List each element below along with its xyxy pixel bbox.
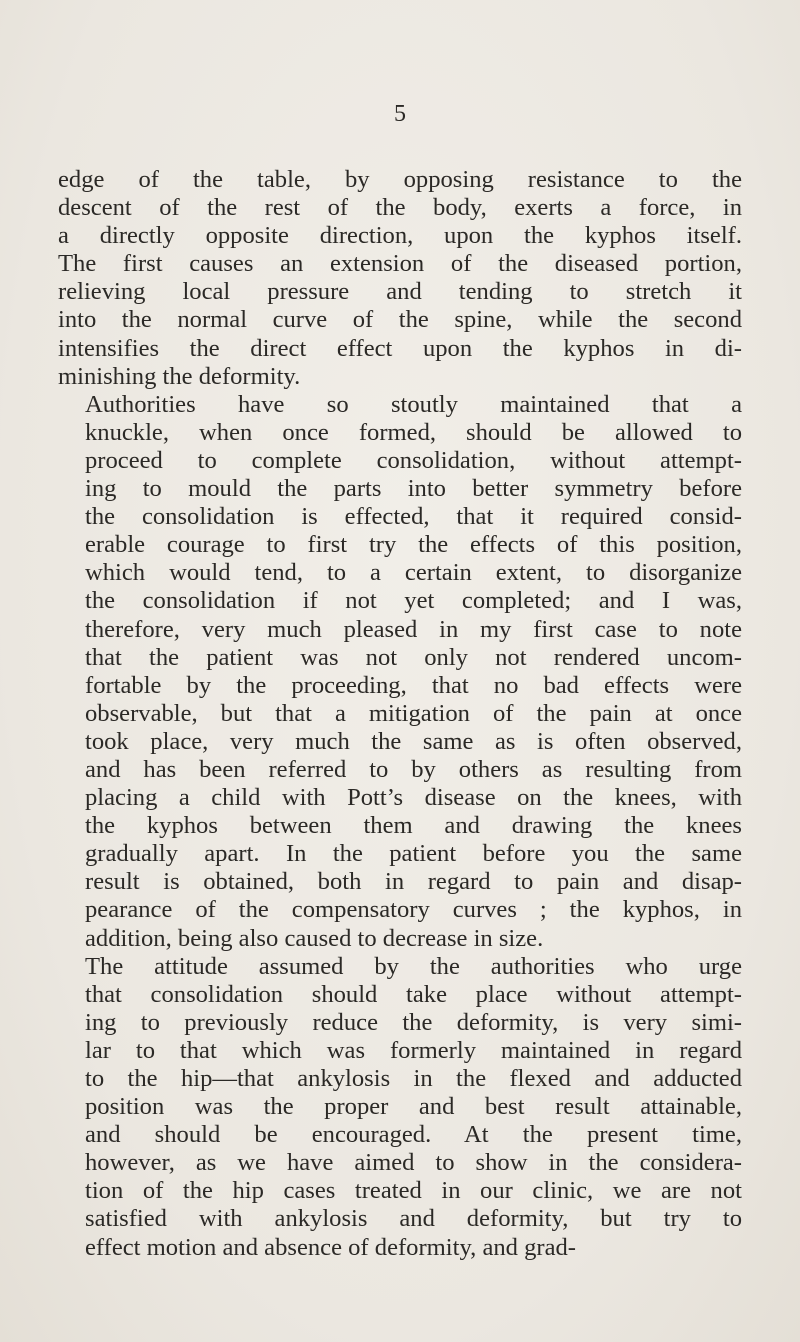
text-line: erable courage to first try the effects of this position, bbox=[85, 531, 742, 559]
paragraph bbox=[58, 953, 742, 1262]
text-line: placing a child with Pott’s disease on the knees, with bbox=[85, 784, 742, 812]
text-line: addition, being also caused to decrease in size. bbox=[85, 924, 544, 952]
page-number: 5 bbox=[394, 101, 406, 127]
text-line: and has been referred to by others as resulting from bbox=[85, 755, 742, 783]
text-line: proceed to complete consolidation, without attempt- bbox=[85, 446, 742, 474]
text-line: lar to that which was formerly maintained in regard bbox=[85, 1036, 742, 1064]
text-line: therefore, very much pleased in my first case to note bbox=[85, 615, 742, 643]
text-line: effect motion and absence of deformity, and grad- bbox=[85, 1233, 576, 1261]
text-line: result is obtained, both in regard to pain and disap- bbox=[85, 868, 742, 896]
paragraph bbox=[58, 166, 742, 391]
text-line: however, as we have aimed to show in the considera- bbox=[85, 1149, 742, 1177]
text-line: knuckle, when once formed, should be allowed to bbox=[85, 418, 742, 446]
text-line: minishing the deformity. bbox=[58, 362, 301, 390]
text-line: the consolidation is effected, that it required consid- bbox=[85, 503, 742, 531]
text-line: ing to previously reduce the deformity, is very simi- bbox=[85, 1008, 742, 1036]
text-line: the kyphos between them and drawing the knees bbox=[85, 812, 742, 840]
text-line: relieving local pressure and tending to stretch it bbox=[58, 278, 742, 306]
paragraph bbox=[58, 391, 742, 953]
text-line: pearance of the compensatory curves ; the kyphos, in bbox=[85, 896, 742, 924]
text-line: that the patient was not only not rendered uncom- bbox=[85, 643, 742, 671]
text-line: satisfied with ankylosis and deformity, but try to bbox=[85, 1205, 742, 1233]
body-text bbox=[58, 166, 742, 1262]
text-line: fortable by the proceeding, that no bad effects were bbox=[85, 671, 742, 699]
text-line: observable, but that a mitigation of the pain at once bbox=[85, 699, 742, 727]
text-line: Authorities have so stoutly maintained that a bbox=[85, 390, 742, 418]
text-line: which would tend, to a certain extent, to disorganize bbox=[85, 559, 742, 587]
text-line: position was the proper and best result attainable, bbox=[85, 1093, 742, 1121]
text-line: a directly opposite direction, upon the kyphos itself. bbox=[58, 222, 742, 250]
text-line: the consolidation if not yet completed; and I was, bbox=[85, 587, 742, 615]
text-line: into the normal curve of the spine, while the second bbox=[58, 306, 742, 334]
text-line: ing to mould the parts into better symmetry before bbox=[85, 475, 742, 503]
text-line: to the hip—that ankylosis in the flexed and adducted bbox=[85, 1065, 742, 1092]
text-line: tion of the hip cases treated in our clinic, we are not bbox=[85, 1177, 742, 1205]
text-line: The first causes an extension of the diseased portion, bbox=[58, 250, 742, 278]
text-line: The attitude assumed by the authorities who urge bbox=[85, 952, 742, 980]
text-line: edge of the table, by opposing resistance to the bbox=[58, 166, 742, 193]
text-line: took place, very much the same as is often observed, bbox=[85, 727, 742, 755]
text-line: descent of the rest of the body, exerts a force, in bbox=[58, 194, 742, 222]
text-line: intensifies the direct effect upon the kyphos in di- bbox=[58, 334, 742, 362]
text-line: and should be encouraged. At the present time, bbox=[85, 1121, 742, 1149]
text-line: gradually apart. In the patient before you the same bbox=[85, 840, 742, 868]
text-line: that consolidation should take place without attempt- bbox=[85, 980, 742, 1008]
